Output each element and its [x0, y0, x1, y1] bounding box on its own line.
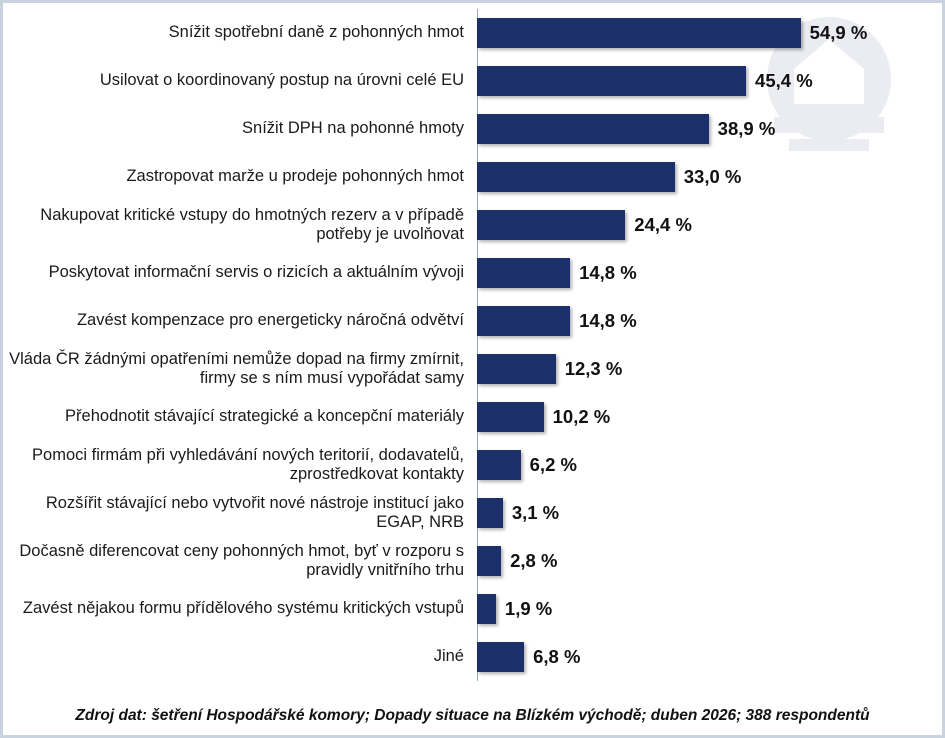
bar-track — [477, 297, 942, 345]
bar-row — [3, 153, 942, 201]
bar-rows — [3, 9, 942, 681]
bar-category-label: Přehodnotit stávající strategické a koncepční materiály — [65, 407, 464, 426]
bar-track — [477, 201, 942, 249]
bar-track — [477, 249, 942, 297]
bar-category-label: Nakupovat kritické vstupy do hmotných rezerv a v případě potřeby je uvolňovat — [40, 205, 464, 243]
bar-category-label: Zavést nějakou formu přídělového systému kritických vstupů — [22, 599, 464, 618]
bar-row — [3, 585, 942, 633]
bar-value-label: 6,8 % — [533, 646, 581, 667]
bar-value-label: 45,4 % — [755, 70, 813, 91]
bar — [477, 258, 570, 288]
bar-track — [477, 537, 942, 585]
bar-value-label: 24,4 % — [634, 214, 692, 235]
bar-value-label: 33,0 % — [683, 166, 742, 187]
source-note: Zdroj dat: šetření Hospodářské komory; Dopady situace na Blízkém východě; duben 2026; 388 respondentů — [75, 707, 870, 724]
bar-category-label: Zastropovat marže u prodeje pohonných hmot — [126, 167, 464, 186]
bar-category-label: Jiné — [433, 647, 464, 666]
bar-row — [3, 633, 942, 681]
bar-row — [3, 201, 942, 249]
bar — [477, 594, 496, 624]
bar-track — [477, 441, 942, 489]
bar-category-label: Snížit DPH na pohonné hmoty — [242, 119, 464, 138]
bar — [477, 498, 503, 528]
bar-row — [3, 105, 942, 153]
bar-value-label: 38,9 % — [717, 118, 776, 139]
bar-row — [3, 57, 942, 105]
bar-category-label: Dočasně diferencovat ceny pohonných hmot, byť v rozporu s pravidly vnitřního trhu — [19, 541, 464, 579]
bar-category-label: Snížit spotřební daně z pohonných hmot — [168, 23, 464, 42]
bar-track — [477, 105, 942, 153]
bar-row — [3, 249, 942, 297]
bar-track — [477, 585, 942, 633]
bar-track — [477, 633, 942, 681]
bar-row — [3, 489, 942, 537]
bar-track — [477, 489, 942, 537]
bar-value-label: 10,2 % — [552, 406, 611, 427]
bar-category-label: Poskytovat informační servis o rizicích a aktuálním vývoji — [48, 263, 464, 282]
bar-category-label: Zavést kompenzace pro energeticky náročná odvětví — [76, 311, 464, 330]
bar-value-label: 2,8 % — [510, 550, 558, 571]
bar-value-label: 3,1 % — [511, 502, 560, 523]
bar-track — [477, 393, 942, 441]
bar-category-label: Rozšířit stávající nebo vytvořit nové nástroje institucí jako EGAP, NRB — [45, 493, 464, 531]
bar-track — [477, 153, 942, 201]
bar-category-label: Vláda ČR žádnými opatřeními nemůže dopad na firmy zmírnit, firmy se s ním musí vypořádat samy — [9, 349, 464, 387]
bar — [477, 162, 675, 192]
bar-row — [3, 345, 942, 393]
bar-row — [3, 9, 942, 57]
bar-row — [3, 537, 942, 585]
bar-row — [3, 441, 942, 489]
bar-value-label: 54,9 % — [809, 22, 868, 43]
bar-row — [3, 297, 942, 345]
bar-track — [477, 57, 942, 105]
bar — [477, 210, 625, 240]
bar — [477, 450, 521, 480]
bar-track — [477, 345, 942, 393]
bar — [477, 114, 709, 144]
plot-area — [3, 9, 942, 681]
bar-category-label: Pomoci firmám při vyhledávání nových teritorií, dodavatelů, zprostředkovat kontakty — [32, 445, 464, 483]
bar — [477, 66, 746, 96]
bar — [477, 18, 801, 48]
bar — [477, 402, 544, 432]
bar — [477, 354, 556, 384]
bar-track — [477, 9, 942, 57]
bar — [477, 546, 501, 576]
bar-value-label: 14,8 % — [579, 310, 637, 331]
bar-value-label: 1,9 % — [504, 598, 553, 619]
bar-value-label: 6,2 % — [529, 454, 577, 475]
bar-row — [3, 393, 942, 441]
bar-value-label: 12,3 % — [564, 358, 623, 379]
bar — [477, 306, 570, 336]
bar — [477, 642, 524, 672]
bar-category-label: Usilovat o koordinovaný postup na úrovni celé EU — [99, 71, 464, 90]
bar-value-label: 14,8 % — [579, 262, 637, 283]
